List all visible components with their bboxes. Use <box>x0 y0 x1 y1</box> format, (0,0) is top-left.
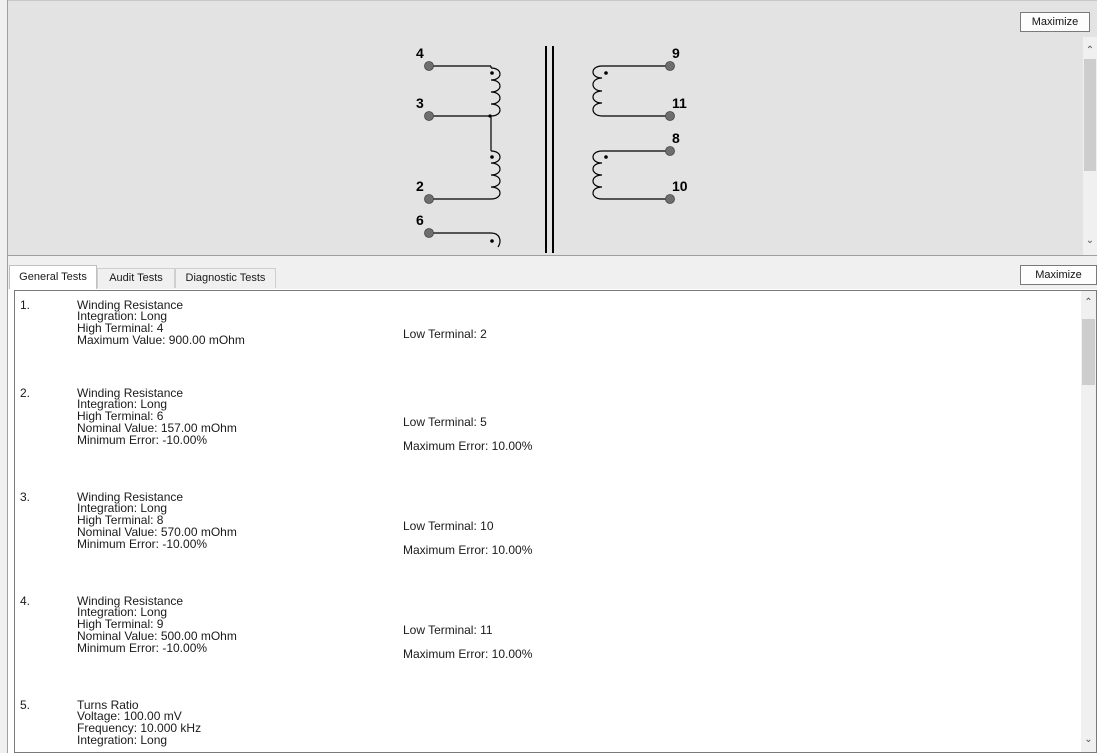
tab-diagnostic-tests[interactable]: Diagnostic Tests <box>175 268 276 288</box>
test-name: Winding Resistance <box>77 386 184 400</box>
test-high-terminal: High Terminal: 9 <box>77 617 164 631</box>
test-value: Maximum Value: 900.00 mOhm <box>77 333 245 347</box>
terminal-11-icon <box>666 112 675 121</box>
test-value: Nominal Value: 500.00 mOhm <box>77 629 237 643</box>
test-high-terminal: High Terminal: 6 <box>77 409 164 423</box>
test-list-scrollbar[interactable] <box>1081 291 1096 752</box>
window-left-border <box>0 0 8 753</box>
tab-audit-tests[interactable]: Audit Tests <box>97 268 175 288</box>
scrollbar-thumb[interactable] <box>1082 319 1095 385</box>
scroll-up-icon[interactable]: ⌃ <box>1084 297 1093 308</box>
test-low-terminal: Low Terminal: 10 <box>403 519 494 533</box>
terminal-label: 9 <box>672 45 680 61</box>
test-max-error: Maximum Error: 10.00% <box>403 543 533 557</box>
test-low-terminal: Low Terminal: 2 <box>403 327 487 341</box>
test-integration: Integration: Long <box>77 733 168 747</box>
test-max-error: Maximum Error: 10.00% <box>403 439 533 453</box>
test-frequency: Frequency: 10.000 kHz <box>77 721 202 735</box>
test-value: Nominal Value: 157.00 mOhm <box>77 421 237 435</box>
test-integration: Integration: Long <box>77 501 168 515</box>
scrollbar-thumb[interactable] <box>1084 59 1096 171</box>
terminal-3-icon <box>425 112 434 121</box>
scroll-down-icon[interactable]: ⌄ <box>1085 235 1095 246</box>
test-name: Winding Resistance <box>77 298 184 312</box>
schematic-scrollbar[interactable] <box>1083 37 1097 256</box>
test-number: 3. <box>20 490 31 504</box>
test-high-terminal: High Terminal: 4 <box>77 321 164 335</box>
test-number: 4. <box>20 594 31 608</box>
terminal-4-icon <box>425 62 434 71</box>
terminal-2-icon <box>425 195 434 204</box>
test-min-error: Minimum Error: -10.00% <box>77 641 208 655</box>
terminal-8-icon <box>666 147 675 156</box>
tests-maximize-button[interactable]: Maximize <box>1020 265 1097 285</box>
tab-general-tests[interactable]: General Tests <box>9 265 97 289</box>
terminal-label: 4 <box>416 45 424 61</box>
test-integration: Integration: Long <box>77 309 168 323</box>
test-min-error: Minimum Error: -10.00% <box>77 433 208 447</box>
test-tabs <box>8 261 1097 289</box>
test-number: 1. <box>20 298 31 312</box>
test-name: Turns Ratio <box>77 698 139 712</box>
terminal-9-icon <box>666 62 675 71</box>
test-integration: Integration: Long <box>77 605 168 619</box>
terminal-10-icon <box>666 195 675 204</box>
test-min-error: Minimum Error: -10.00% <box>77 537 208 551</box>
schematic-panel <box>8 0 1097 256</box>
terminal-6-icon <box>425 229 434 238</box>
terminal-label: 6 <box>416 212 424 228</box>
test-number: 2. <box>20 386 31 400</box>
test-integration: Integration: Long <box>77 397 168 411</box>
scroll-up-icon[interactable]: ⌃ <box>1085 45 1095 56</box>
schematic-maximize-button[interactable]: Maximize <box>1020 12 1090 32</box>
test-number: 5. <box>20 698 31 712</box>
terminal-label: 2 <box>416 178 424 194</box>
test-low-terminal: Low Terminal: 11 <box>403 623 493 637</box>
test-low-terminal: Low Terminal: 5 <box>403 415 487 429</box>
terminal-label: 3 <box>416 95 424 111</box>
terminal-label: 11 <box>672 95 687 111</box>
terminal-label: 10 <box>672 178 688 194</box>
test-name: Winding Resistance <box>77 490 184 504</box>
test-value: Nominal Value: 570.00 mOhm <box>77 525 237 539</box>
scroll-down-icon[interactable]: ⌄ <box>1084 734 1093 745</box>
test-max-error: Maximum Error: 10.00% <box>403 647 533 661</box>
test-voltage: Voltage: 100.00 mV <box>77 709 182 723</box>
test-list <box>14 290 1097 753</box>
transformer-schematic <box>8 1 1068 256</box>
terminal-label: 8 <box>672 130 680 146</box>
test-name: Winding Resistance <box>77 594 184 608</box>
test-high-terminal: High Terminal: 8 <box>77 513 164 527</box>
